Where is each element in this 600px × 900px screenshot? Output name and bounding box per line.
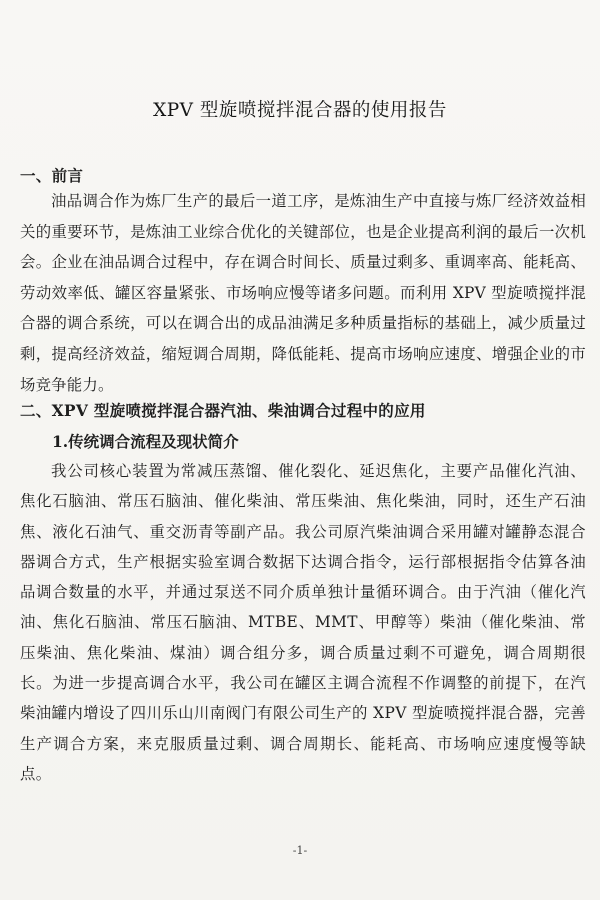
- subsection-heading-traditional-process: 1.传统调合流程及现状简介: [52, 432, 239, 451]
- section-heading-application: 二、XPV 型旋喷搅拌混合器汽油、柴油调合过程中的应用: [20, 401, 426, 420]
- document-title: XPV 型旋喷搅拌混合器的使用报告: [153, 100, 447, 121]
- page-number: -1-: [292, 844, 308, 857]
- section-heading-preface: 一、前言: [20, 166, 84, 185]
- preface-paragraph: 油品调合作为炼厂生产的最后一道工序，是炼油生产中直接与炼厂经济效益相关的重要环节，是炼油工业综合优化的关键部位，也是企业提高利润的最后一次机会。企业在油品调合过程中，存在调合时间长、质量过剩多、重调率高、能耗高、劳动效率低、罐区容量紧张、市场响应慢等诸多问题。而利用 XPV 型旋喷搅拌混合器的调合系统，可以在调合出的成品油满足多种质量指标的基础上，减少质量过剩，提高经济效益，缩短调合周期，降低能耗、提高市场响应速度、增强企业的市场竞争能力。: [20, 192, 586, 394]
- traditional-process-paragraph: 我公司核心装置为常减压蒸馏、催化裂化、延迟焦化，主要产品催化汽油、焦化石脑油、常压石脑油、催化柴油、常压柴油、焦化柴油，同时，还生产石油焦、液化石油气、重交沥青等副产品。我公司原汽柴油调合采用罐对罐静态混合器调合方式，生产根据实验室调合数据下达调合指令，运行部根据指令估算各油品调合数量的水平，并通过泵送不同介质单独计量循环调合。由于汽油（催化汽油、焦化石脑油、常压石脑油、MTBE、MMT、甲醇等）柴油（催化柴油、常压柴油、焦化柴油、煤油）调合组分多，调合质量过剩不可避免，调合周期很长。为进一步提高调合水平，我公司在罐区主调合流程不作调整的前提下，在汽柴油罐内增设了四川乐山川南阀门有限公司生产的 XPV 型旋喷搅拌混合器，完善生产调合方案，来克服质量过剩、调合周期长、能耗高、市场响应速度慢等缺点。: [20, 462, 586, 783]
